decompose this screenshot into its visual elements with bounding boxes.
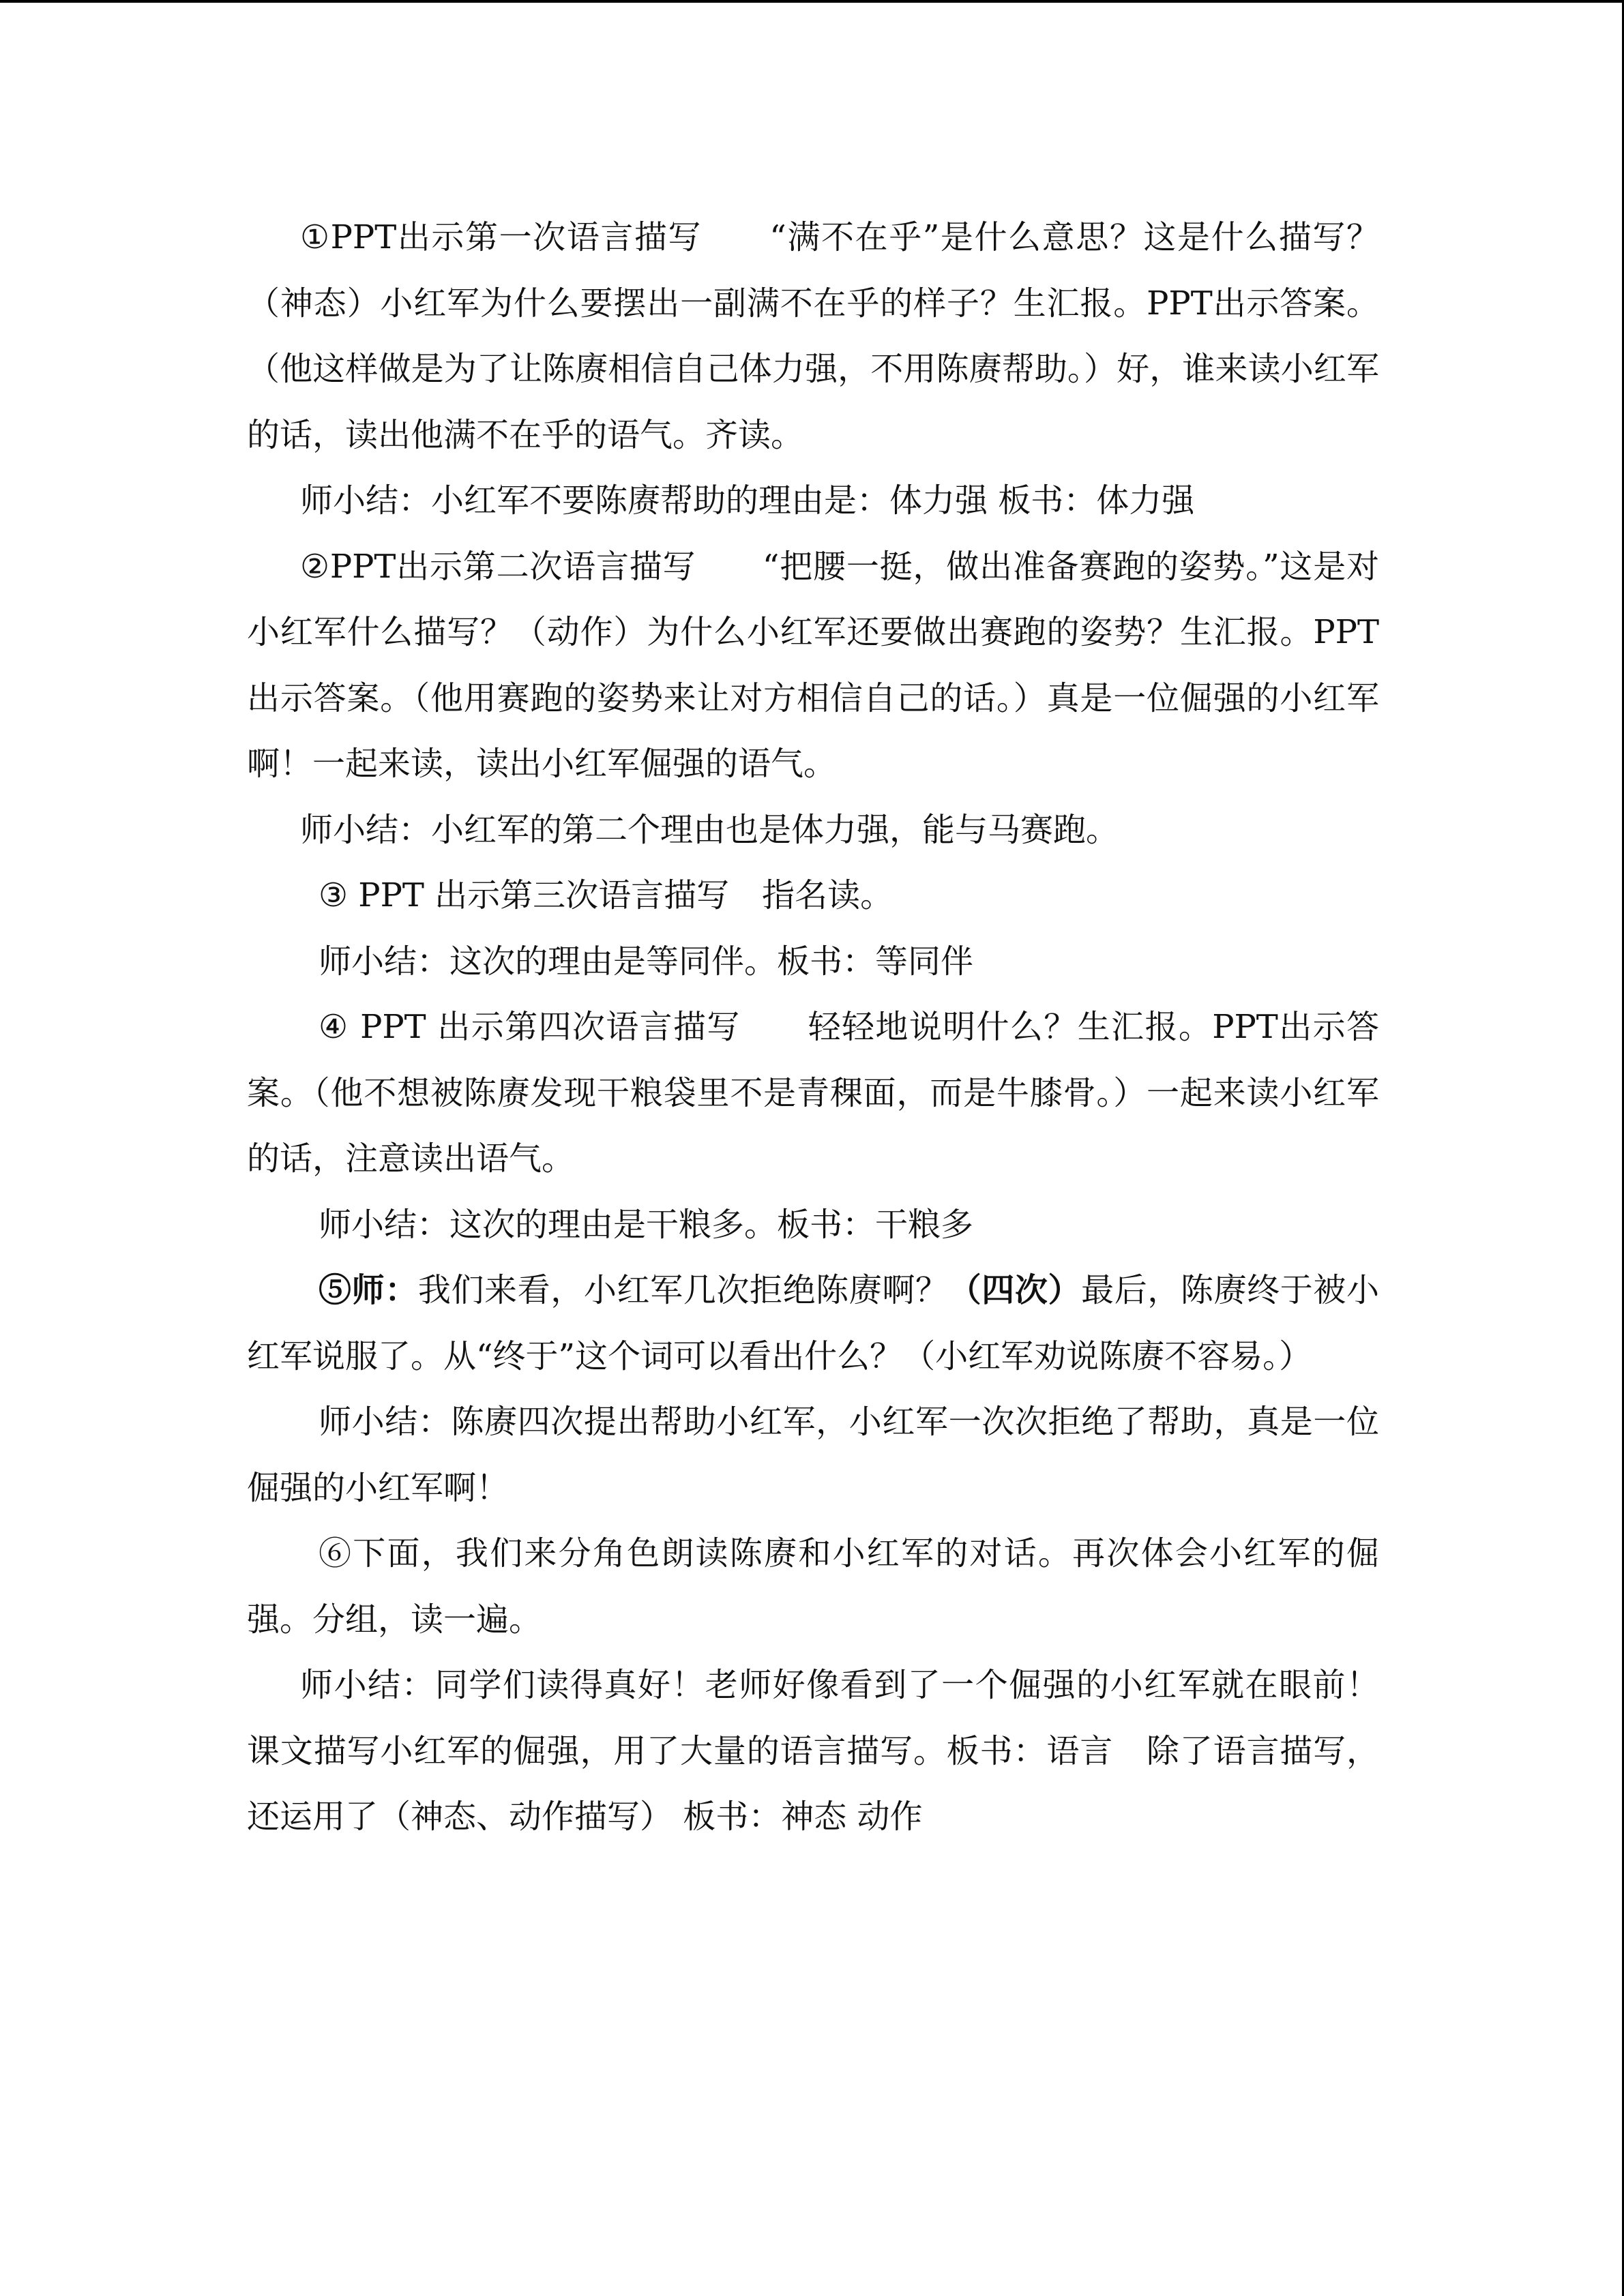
paragraph-ppt-second-description: ②PPT出示第二次语言描写 “把腰一挺，做出准备赛跑的姿势。”这是对小红军什么描写？（动作）为什么小红军还要做出赛跑的姿势？生汇报。PPT出示答案。（他用赛跑的姿势来让对方相信自己的话。）真是一位倔强的小红军啊！一起来读，读出小红军倔强的语气。 bbox=[247, 547, 1379, 783]
teacher-question-text: 我们来看，小红军几次拒绝陈赓啊？ bbox=[417, 1271, 949, 1309]
paragraph-teacher-four-refusals bbox=[247, 1257, 1379, 1389]
paragraph-summary-four-offers: 师小结：陈赓四次提出帮助小红军，小红军一次次拒绝了帮助，真是一位倔强的小红军啊！ bbox=[247, 1403, 1379, 1507]
paragraph-summary-strong-body: 师小结：小红军不要陈赓帮助的理由是：体力强 板书：体力强 bbox=[300, 481, 1195, 520]
teacher-lead-label: ⑤师： bbox=[319, 1271, 418, 1309]
paragraph-summary-wait-companion: 师小结：这次的理由是等同伴。板书：等同伴 bbox=[319, 942, 974, 981]
paragraph-ppt-third-description: ③ PPT 出示第三次语言描写 指名读。 bbox=[319, 876, 894, 914]
paragraph-final-summary: 师小结：同学们读得真好！老师好像看到了一个倔强的小红军就在眼前！课文描写小红军的倔强，用了大量的语言描写。板书：语言 除了语言描写，还运用了（神态、动作描写） 板书：神态 动作 bbox=[247, 1666, 1379, 1836]
paragraph-summary-second-reason: 师小结：小红军的第二个理由也是体力强，能与马赛跑。 bbox=[300, 810, 1119, 849]
page-top-border bbox=[0, 0, 1624, 3]
document-page bbox=[247, 205, 1379, 1850]
teacher-followup-text: 最后，陈赓终于被小红军说服了。从“终于”这个词可以看出什么？（小红军劝说陈赓不容易。） bbox=[247, 1271, 1379, 1375]
four-times-answer: （四次） bbox=[948, 1271, 1082, 1309]
paragraph-role-reading: ⑥下面，我们来分角色朗读陈赓和小红军的对话。再次体会小红军的倔强。分组，读一遍。 bbox=[247, 1534, 1379, 1639]
paragraph-summary-enough-food: 师小结：这次的理由是干粮多。板书：干粮多 bbox=[319, 1205, 974, 1244]
paragraph-ppt-first-description: ①PPT出示第一次语言描写 “满不在乎”是什么意思？这是什么描写？（神态）小红军为什么要摆出一副满不在乎的样子？生汇报。PPT出示答案。（他这样做是为了让陈赓相信自己体力强，不用陈赓帮助。）好，谁来读小红军的话，读出他满不在乎的语气。齐读。 bbox=[247, 218, 1379, 454]
paragraph-ppt-fourth-description: ④ PPT 出示第四次语言描写 轻轻地说明什么？生汇报。PPT出示答案。（他不想被陈赓发现干粮袋里不是青稞面，而是牛膝骨。）一起来读小红军的话，注意读出语气。 bbox=[247, 1008, 1379, 1178]
